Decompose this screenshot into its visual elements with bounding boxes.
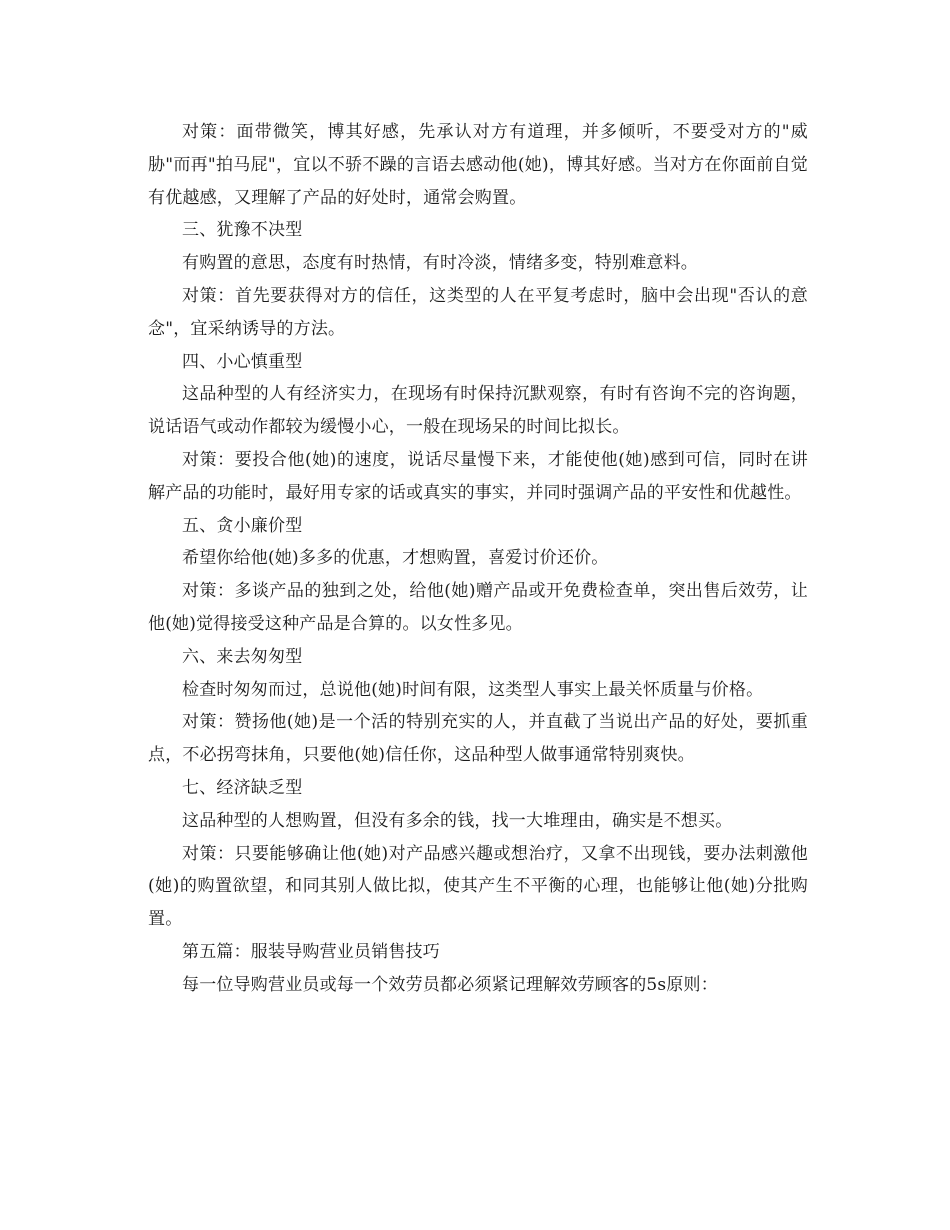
- paragraph-bargain-strategy: 对策：多谈产品的独到之处，给他(她)赠产品或开免费检查单，突出售后效劳，让他(她)觉得接受这种产品是合算的。以女性多见。: [148, 581, 808, 634]
- paragraph-cautious-strategy: 对策：要投合他(她)的速度，说话尽量慢下来，才能使他(她)感到可信，同时在讲解产品的功能时，最好用专家的话或真实的事实，并同时强调产品的平安性和优越性。: [148, 449, 808, 503]
- paragraph-hesitant-strategy: 对策：首先要获得对方的信任，这类型的人在平复考虑时，脑中会出现"否认的意念"，宜采纳诱导的方法。: [148, 285, 808, 339]
- paragraph-budget-description: 这品种型的人想购置，但没有多余的钱，找一大堆理由，确实是不想买。: [182, 810, 733, 831]
- paragraph-hesitant-description: 有购置的意思，态度有时热情，有时冷淡，情绪多变，特别难意料。: [182, 253, 698, 274]
- section-heading-hurried: 六、来去匆匆型: [182, 646, 303, 667]
- document-body: [148, 116, 808, 1002]
- section-heading-bargain: 五、贪小廉价型: [182, 515, 303, 536]
- paragraph-bargain-description: 希望你给他(她)多多的优惠，才想购置，喜爱讨价还价。: [182, 548, 609, 569]
- section-heading-hesitant: 三、犹豫不决型: [182, 220, 303, 241]
- paragraph-hurried-strategy: 对策：赞扬他(她)是一个活的特别充实的人，并直截了当说出产品的好处，要抓重点，不必拐弯抹角，只要他(她)信任你，这品种型人做事通常特别爽快。: [148, 712, 808, 766]
- section-heading-budget: 七、经济缺乏型: [182, 777, 303, 798]
- paragraph-strategy-superior: 对策：面带微笑，博其好感，先承认对方有道理，并多倾听，不要受对方的"威胁"而再"拍马屁"，宜以不骄不躁的言语去感动他(她)，博其好感。当对方在你面前自觉有优越感，又理解了产品的好处时，通常会购置。: [148, 122, 808, 208]
- section-heading-cautious: 四、小心慎重型: [182, 351, 303, 372]
- paragraph-hurried-description: 检查时匆匆而过，总说他(她)时间有限，这类型人事实上最关怀质量与价格。: [182, 679, 764, 700]
- chapter-heading-part-five: 第五篇：服装导购营业员销售技巧: [182, 941, 440, 962]
- paragraph-cautious-description: 这品种型的人有经济实力，在现场有时保持沉默观察，有时有咨询不完的咨询题，说话语气或动作都较为缓慢小心，一般在现场呆的时间比拟长。: [148, 384, 808, 438]
- paragraph-5s-principle: 每一位导购营业员或每一个效劳员都必须紧记理解效劳顾客的5s原则：: [182, 974, 718, 995]
- paragraph-budget-strategy: 对策：只要能够确让他(她)对产品感兴趣或想治疗，又拿不出现钱，要办法刺激他(她)的购置欲望，和同其别人做比拟，使其产生不平衡的心理，也能够让他(她)分批购置。: [148, 843, 808, 930]
